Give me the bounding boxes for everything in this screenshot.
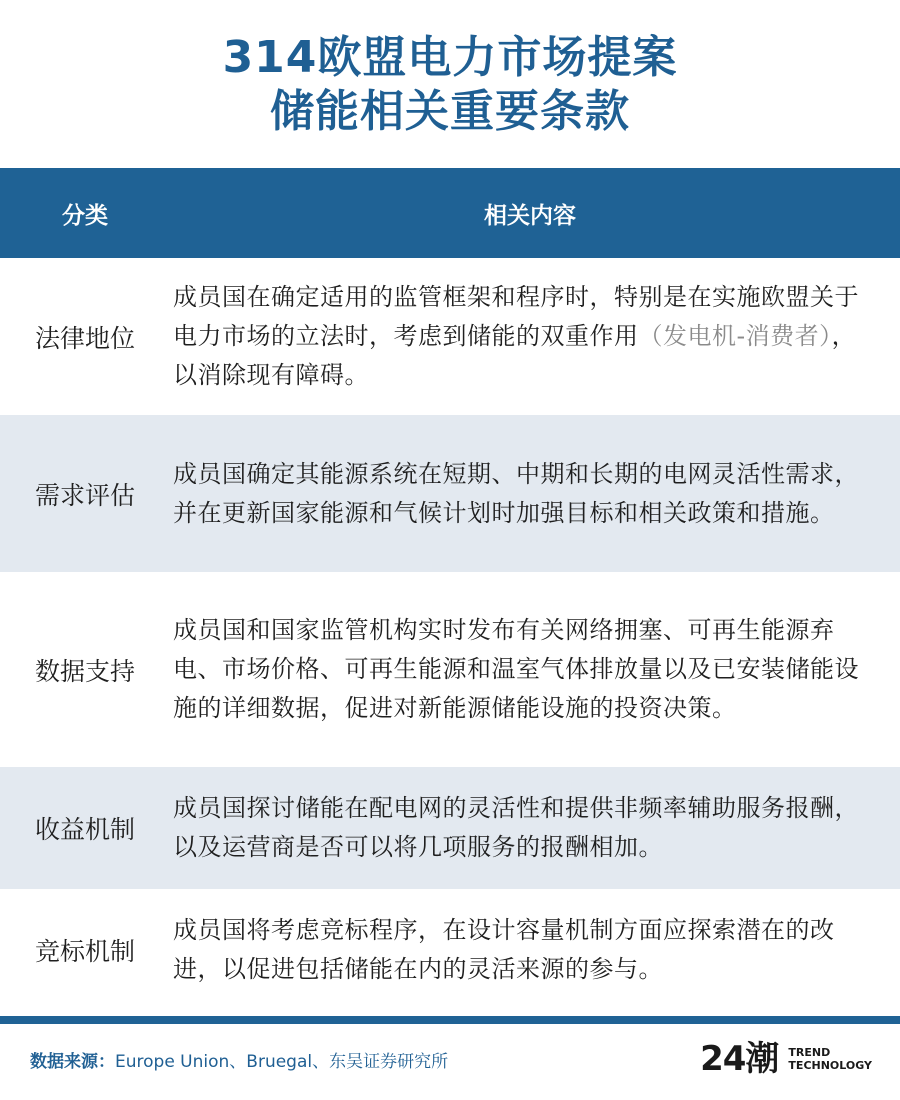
header-category: 分类	[62, 202, 108, 229]
logo-text	[788, 1046, 872, 1072]
table-row	[0, 415, 900, 572]
table-bottom-rule	[0, 1016, 900, 1024]
data-source-text: Europe Union、Bruegal、东吴证券研究所	[115, 1051, 449, 1072]
table-header	[0, 168, 900, 258]
logo-text-line-2: TECHNOLOGY	[788, 1059, 872, 1072]
row-category: 收益机制	[34, 815, 135, 844]
row-category: 竞标机制	[34, 937, 135, 966]
brand-logo	[700, 1039, 872, 1079]
row-category: 数据支持	[34, 656, 135, 686]
row-content-text-end: ，以消除现有障碍。	[173, 322, 857, 389]
table-row	[0, 258, 900, 415]
table-row	[0, 889, 900, 1011]
row-content-note: （发电机-消费者）	[638, 322, 832, 350]
row-content: 成员国和国家监管机构实时发布有关网络拥塞、可再生能源弃电、市场价格、可再生能源和温室气体排放量以及已安装储能设施的详细数据，促进对新能源储能设施的投资决策。	[173, 616, 859, 722]
logo-mark: 24潮	[700, 1039, 779, 1079]
data-source-label: 数据来源：	[30, 1051, 115, 1072]
row-content-text: 成员国在确定适用的监管框架和程序时，特别是在实施欧盟关于电力市场的立法时，考虑到储能的双重作用	[173, 283, 859, 350]
table-row	[0, 767, 900, 889]
data-source	[30, 1047, 448, 1072]
footer	[0, 1024, 900, 1094]
row-content: 成员国确定其能源系统在短期、中期和长期的电网灵活性需求，并在更新国家能源和气候计划时加强目标和相关政策和措施。	[173, 459, 859, 527]
header-content: 相关内容	[484, 202, 576, 229]
row-content: 成员国探讨储能在配电网的灵活性和提供非频率辅助服务报酬，以及运营商是否可以将几项服务的报酬相加。	[173, 794, 859, 861]
table-row	[0, 572, 900, 767]
row-content	[170, 278, 900, 395]
row-category: 需求评估	[34, 480, 135, 510]
logo-text-line-1: TREND	[788, 1046, 831, 1059]
title-line-2: 储能相关重要条款	[270, 86, 630, 137]
row-content: 成员国将考虑竞标程序，在设计容量机制方面应探索潜在的改进，以促进包括储能在内的灵活来源的参与。	[173, 916, 835, 983]
title-line-1: 314欧盟电力市场提案	[222, 32, 678, 83]
page-title	[0, 0, 900, 168]
row-category: 法律地位	[34, 323, 135, 353]
